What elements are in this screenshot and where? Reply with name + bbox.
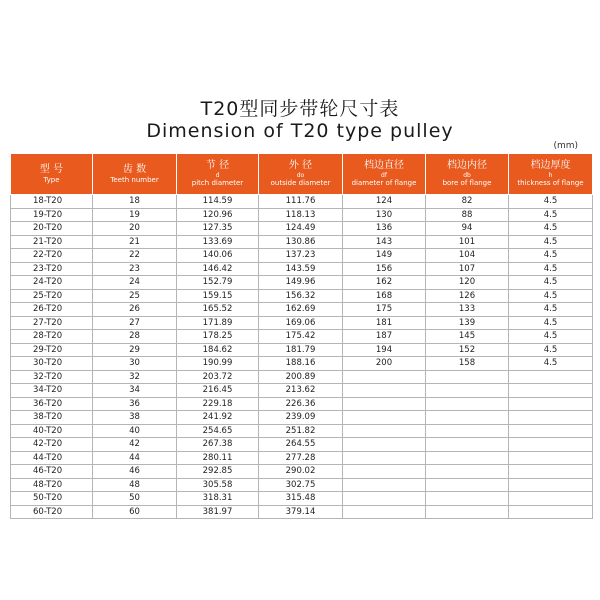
outside-diameter-cell: 277.28 — [259, 451, 343, 465]
outside-diameter-cell: 315.48 — [259, 492, 343, 506]
flange-thickness-cell: 4.5 — [509, 289, 593, 303]
flange-diameter-cell — [343, 384, 426, 398]
header-symbol: df — [381, 172, 387, 179]
header-label-cn: 档边厚度 — [530, 160, 571, 171]
type-cell: 23-T20 — [11, 262, 93, 276]
outside-diameter-cell: 226.36 — [259, 397, 343, 411]
teeth-number-cell: 30 — [93, 357, 177, 371]
teeth-number-cell: 22 — [93, 249, 177, 263]
flange-diameter-cell: 168 — [343, 289, 426, 303]
outside-diameter-cell: 264.55 — [259, 438, 343, 452]
teeth-number-cell: 42 — [93, 438, 177, 452]
flange-diameter-cell: 181 — [343, 316, 426, 330]
flange-thickness-cell: 4.5 — [509, 195, 593, 209]
teeth-number-cell: 28 — [93, 330, 177, 344]
teeth-number-cell: 46 — [93, 465, 177, 479]
table-row — [11, 411, 593, 425]
teeth-number-cell: 23 — [93, 262, 177, 276]
outside-diameter-cell: 379.14 — [259, 505, 343, 519]
table-row — [11, 289, 593, 303]
flange-diameter-cell — [343, 465, 426, 479]
flange-thickness-cell: 4.5 — [509, 276, 593, 290]
pitch-diameter-cell: 127.35 — [177, 222, 259, 236]
pitch-diameter-cell: 178.25 — [177, 330, 259, 344]
type-cell: 46-T20 — [11, 465, 93, 479]
title-english: Dimension of T20 type pulley — [146, 120, 454, 142]
header-label-cn: 节 径 — [205, 160, 230, 171]
outside-diameter-cell: 239.09 — [259, 411, 343, 425]
flange-bore-cell — [426, 478, 509, 492]
table-row — [11, 451, 593, 465]
flange-thickness-cell — [509, 492, 593, 506]
pitch-diameter-cell: 241.92 — [177, 411, 259, 425]
table-row — [11, 249, 593, 263]
pitch-diameter-cell: 152.79 — [177, 276, 259, 290]
teeth-number-cell: 29 — [93, 343, 177, 357]
flange-bore-cell: 145 — [426, 330, 509, 344]
type-cell: 40-T20 — [11, 424, 93, 438]
flange-thickness-cell: 4.5 — [509, 262, 593, 276]
type-cell: 25-T20 — [11, 289, 93, 303]
header-label-cn: 档边内径 — [447, 160, 487, 171]
pitch-diameter-cell: 140.06 — [177, 249, 259, 263]
type-cell: 30-T20 — [11, 357, 93, 371]
flange-diameter-cell: 143 — [343, 235, 426, 249]
flange-bore-cell: 126 — [426, 289, 509, 303]
teeth-number-cell: 24 — [93, 276, 177, 290]
flange-diameter-cell — [343, 397, 426, 411]
flange-bore-cell — [426, 505, 509, 519]
table-row — [11, 262, 593, 276]
table-row — [11, 370, 593, 384]
type-cell: 21-T20 — [11, 235, 93, 249]
flange-diameter-cell: 187 — [343, 330, 426, 344]
type-cell: 22-T20 — [11, 249, 93, 263]
header-symbol: h — [548, 172, 553, 179]
flange-diameter-cell — [343, 478, 426, 492]
flange-bore-cell — [426, 451, 509, 465]
table-row — [11, 316, 593, 330]
pitch-diameter-cell: 216.45 — [177, 384, 259, 398]
teeth-number-cell: 36 — [93, 397, 177, 411]
pitch-diameter-cell: 114.59 — [177, 195, 259, 209]
flange-diameter-cell: 175 — [343, 303, 426, 317]
flange-bore-cell: 139 — [426, 316, 509, 330]
type-cell: 20-T20 — [11, 222, 93, 236]
outside-diameter-cell: 149.96 — [259, 276, 343, 290]
teeth-number-cell: 40 — [93, 424, 177, 438]
flange-bore-cell — [426, 438, 509, 452]
flange-bore-cell — [426, 384, 509, 398]
header-flange-thickness — [509, 154, 593, 195]
table-row — [11, 276, 593, 290]
flange-diameter-cell — [343, 370, 426, 384]
type-cell: 27-T20 — [11, 316, 93, 330]
outside-diameter-cell: 181.79 — [259, 343, 343, 357]
flange-thickness-cell: 4.5 — [509, 316, 593, 330]
outside-diameter-cell: 137.23 — [259, 249, 343, 263]
pitch-diameter-cell: 184.62 — [177, 343, 259, 357]
flange-bore-cell: 88 — [426, 208, 509, 222]
teeth-number-cell: 60 — [93, 505, 177, 519]
table-row — [11, 357, 593, 371]
pitch-diameter-cell: 318.31 — [177, 492, 259, 506]
teeth-number-cell: 19 — [93, 208, 177, 222]
pitch-diameter-cell: 120.96 — [177, 208, 259, 222]
type-cell: 24-T20 — [11, 276, 93, 290]
outside-diameter-cell: 302.75 — [259, 478, 343, 492]
unit-label: (mm) — [553, 141, 578, 151]
table-row — [11, 465, 593, 479]
outside-diameter-cell: 118.13 — [259, 208, 343, 222]
table-row — [11, 330, 593, 344]
header-flange-diameter — [343, 154, 426, 195]
pitch-diameter-cell: 171.89 — [177, 316, 259, 330]
teeth-number-cell: 48 — [93, 478, 177, 492]
flange-diameter-cell: 156 — [343, 262, 426, 276]
type-cell: 19-T20 — [11, 208, 93, 222]
flange-bore-cell — [426, 397, 509, 411]
header-symbol: db — [463, 172, 471, 179]
type-cell: 42-T20 — [11, 438, 93, 452]
flange-thickness-cell — [509, 397, 593, 411]
flange-thickness-cell — [509, 478, 593, 492]
type-cell: 26-T20 — [11, 303, 93, 317]
type-cell: 48-T20 — [11, 478, 93, 492]
header-label-cn: 外 径 — [288, 160, 313, 171]
flange-bore-cell: 104 — [426, 249, 509, 263]
flange-bore-cell: 120 — [426, 276, 509, 290]
flange-bore-cell — [426, 465, 509, 479]
teeth-number-cell: 25 — [93, 289, 177, 303]
outside-diameter-cell: 143.59 — [259, 262, 343, 276]
flange-thickness-cell: 4.5 — [509, 235, 593, 249]
header-label-cn: 档边直径 — [364, 160, 404, 171]
table-row — [11, 424, 593, 438]
flange-diameter-cell: 130 — [343, 208, 426, 222]
flange-diameter-cell: 200 — [343, 357, 426, 371]
table-row — [11, 505, 593, 519]
teeth-number-cell: 20 — [93, 222, 177, 236]
flange-diameter-cell: 194 — [343, 343, 426, 357]
outside-diameter-cell: 162.69 — [259, 303, 343, 317]
pitch-diameter-cell: 133.69 — [177, 235, 259, 249]
flange-thickness-cell: 4.5 — [509, 303, 593, 317]
flange-thickness-cell: 4.5 — [509, 249, 593, 263]
flange-bore-cell: 158 — [426, 357, 509, 371]
pitch-diameter-cell: 159.15 — [177, 289, 259, 303]
type-cell: 44-T20 — [11, 451, 93, 465]
type-cell: 38-T20 — [11, 411, 93, 425]
header-symbol: d — [215, 172, 220, 179]
header-label-en: Type — [43, 175, 60, 184]
teeth-number-cell: 34 — [93, 384, 177, 398]
teeth-number-cell: 50 — [93, 492, 177, 506]
outside-diameter-cell: 175.42 — [259, 330, 343, 344]
pitch-diameter-cell: 203.72 — [177, 370, 259, 384]
flange-bore-cell: 107 — [426, 262, 509, 276]
outside-diameter-cell: 290.02 — [259, 465, 343, 479]
pitch-diameter-cell: 229.18 — [177, 397, 259, 411]
header-label-en: diameter of flange — [351, 179, 417, 187]
dimension-table — [10, 153, 593, 519]
outside-diameter-cell: 124.49 — [259, 222, 343, 236]
flange-thickness-cell — [509, 370, 593, 384]
flange-bore-cell: 152 — [426, 343, 509, 357]
pitch-diameter-cell: 190.99 — [177, 357, 259, 371]
flange-bore-cell: 94 — [426, 222, 509, 236]
header-type — [11, 154, 93, 195]
outside-diameter-cell: 130.86 — [259, 235, 343, 249]
flange-bore-cell — [426, 492, 509, 506]
flange-thickness-cell: 4.5 — [509, 222, 593, 236]
outside-diameter-cell: 200.89 — [259, 370, 343, 384]
header-label-cn: 型 号 — [39, 163, 64, 175]
table-row — [11, 492, 593, 506]
pitch-diameter-cell: 254.65 — [177, 424, 259, 438]
flange-diameter-cell: 124 — [343, 195, 426, 209]
type-cell: 18-T20 — [11, 195, 93, 209]
teeth-number-cell: 21 — [93, 235, 177, 249]
outside-diameter-cell: 156.32 — [259, 289, 343, 303]
title-chinese: T20型同步带轮尺寸表 — [200, 98, 400, 120]
table-row — [11, 343, 593, 357]
flange-thickness-cell — [509, 424, 593, 438]
header-label-en: outside diameter — [270, 179, 331, 187]
flange-thickness-cell — [509, 438, 593, 452]
pitch-diameter-cell: 146.42 — [177, 262, 259, 276]
flange-diameter-cell — [343, 505, 426, 519]
flange-bore-cell: 133 — [426, 303, 509, 317]
teeth-number-cell: 38 — [93, 411, 177, 425]
table-row — [11, 222, 593, 236]
flange-thickness-cell — [509, 465, 593, 479]
header-teeth-number — [93, 154, 177, 195]
table-row — [11, 235, 593, 249]
header-label-en: bore of flange — [442, 179, 492, 187]
flange-diameter-cell — [343, 411, 426, 425]
flange-bore-cell — [426, 370, 509, 384]
flange-diameter-cell — [343, 492, 426, 506]
flange-thickness-cell — [509, 384, 593, 398]
flange-diameter-cell: 136 — [343, 222, 426, 236]
table-row — [11, 303, 593, 317]
flange-bore-cell — [426, 411, 509, 425]
pitch-diameter-cell: 381.97 — [177, 505, 259, 519]
table-row — [11, 384, 593, 398]
flange-diameter-cell — [343, 438, 426, 452]
outside-diameter-cell: 111.76 — [259, 195, 343, 209]
table-body — [11, 195, 593, 519]
flange-thickness-cell — [509, 411, 593, 425]
flange-thickness-cell — [509, 505, 593, 519]
header-outside-diameter — [259, 154, 343, 195]
outside-diameter-cell: 169.06 — [259, 316, 343, 330]
flange-diameter-cell — [343, 451, 426, 465]
header-label-en: Teeth number — [110, 175, 159, 184]
type-cell: 29-T20 — [11, 343, 93, 357]
table-row — [11, 208, 593, 222]
type-cell: 60-T20 — [11, 505, 93, 519]
teeth-number-cell: 32 — [93, 370, 177, 384]
type-cell: 36-T20 — [11, 397, 93, 411]
table-row — [11, 438, 593, 452]
type-cell: 28-T20 — [11, 330, 93, 344]
header-label-en: pitch diameter — [191, 179, 244, 187]
pitch-diameter-cell: 305.58 — [177, 478, 259, 492]
table-header-row — [11, 154, 593, 195]
type-cell: 34-T20 — [11, 384, 93, 398]
flange-thickness-cell: 4.5 — [509, 357, 593, 371]
flange-diameter-cell: 162 — [343, 276, 426, 290]
teeth-number-cell: 18 — [93, 195, 177, 209]
teeth-number-cell: 27 — [93, 316, 177, 330]
outside-diameter-cell: 213.62 — [259, 384, 343, 398]
pitch-diameter-cell: 267.38 — [177, 438, 259, 452]
table-row — [11, 478, 593, 492]
flange-diameter-cell — [343, 424, 426, 438]
flange-bore-cell: 82 — [426, 195, 509, 209]
header-flange-bore — [426, 154, 509, 195]
flange-bore-cell: 101 — [426, 235, 509, 249]
flange-thickness-cell: 4.5 — [509, 343, 593, 357]
outside-diameter-cell: 188.16 — [259, 357, 343, 371]
flange-bore-cell — [426, 424, 509, 438]
teeth-number-cell: 44 — [93, 451, 177, 465]
header-pitch-diameter — [177, 154, 259, 195]
flange-thickness-cell — [509, 451, 593, 465]
flange-thickness-cell: 4.5 — [509, 330, 593, 344]
table-row — [11, 397, 593, 411]
type-cell: 32-T20 — [11, 370, 93, 384]
header-label-cn: 齿 数 — [122, 163, 147, 175]
pitch-diameter-cell: 165.52 — [177, 303, 259, 317]
pitch-diameter-cell: 280.11 — [177, 451, 259, 465]
pitch-diameter-cell: 292.85 — [177, 465, 259, 479]
flange-diameter-cell: 149 — [343, 249, 426, 263]
flange-thickness-cell: 4.5 — [509, 208, 593, 222]
outside-diameter-cell: 251.82 — [259, 424, 343, 438]
header-label-en: thickness of flange — [517, 179, 584, 187]
teeth-number-cell: 26 — [93, 303, 177, 317]
table-row — [11, 195, 593, 209]
type-cell: 50-T20 — [11, 492, 93, 506]
header-symbol: do — [296, 172, 305, 179]
